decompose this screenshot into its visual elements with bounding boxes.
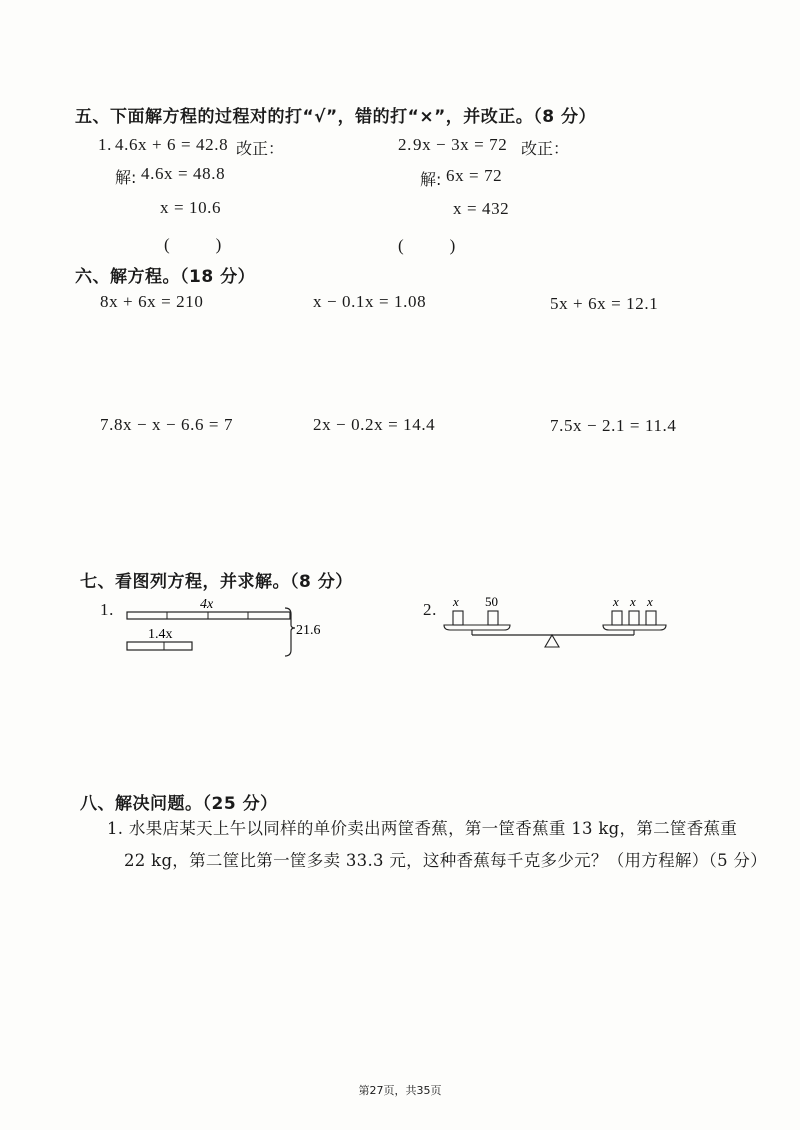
- section7-title: 七、看图列方程，并求解。（8 分）: [80, 572, 353, 592]
- s5-p2-answer-paren[interactable]: ( ): [398, 236, 460, 255]
- s5-p2-line2: x = 432: [453, 199, 510, 218]
- s7-fig2-left-box-x: [453, 611, 463, 625]
- s5-p1-line2: x = 10.6: [160, 198, 222, 217]
- s5-p2-line1: 6x = 72: [446, 166, 503, 185]
- s7-fig2-right-pan: [603, 625, 666, 630]
- s7-fig2-fulcrum: [545, 635, 559, 647]
- s7-fig2-right-item-2: x: [630, 594, 636, 609]
- s8-problem-1-line2: 22 kg，第二筐比第一筐多卖 33.3 元，这种香蕉每千克多少元？（用方程解）（5 分）: [124, 851, 768, 870]
- s6-equation-5: 2x − 0.2x = 14.4: [313, 415, 436, 434]
- s7-fig2-label: 2.: [423, 600, 437, 619]
- s5-p2-solve-prefix: 解:: [420, 170, 442, 189]
- s6-equation-2: x − 0.1x = 1.08: [313, 292, 427, 311]
- s6-equation-4: 7.8x − x − 6.6 = 7: [100, 415, 234, 434]
- s7-fig1-label: 1.: [100, 600, 114, 619]
- s5-p2-equation: 9x − 3x = 72: [413, 135, 508, 154]
- s7-segment-diagram: [120, 594, 320, 664]
- s5-p1-fix-label: 改正：: [236, 139, 285, 158]
- s7-fig2-right-item-1: x: [613, 594, 619, 609]
- s5-p2-fix-label: 改正：: [521, 139, 570, 158]
- s7-fig2-left-pan: [444, 625, 510, 630]
- section5-title: 五、下面解方程的过程对的打“√”，错的打“×”，并改正。（8 分）: [75, 107, 597, 127]
- s5-p1-label: 1.: [98, 135, 112, 154]
- s7-balance-scale: [440, 592, 680, 662]
- s5-p1-answer-paren[interactable]: ( ): [164, 235, 226, 254]
- s7-fig1-bottom-label: 1.4x: [148, 627, 173, 642]
- s7-fig2-right-box-1: [612, 611, 622, 625]
- page-number: 第27页，共35页: [358, 1084, 442, 1097]
- s5-p1-equation: 4.6x + 6 = 42.8: [115, 135, 229, 154]
- s6-equation-1: 8x + 6x = 210: [100, 292, 204, 311]
- s6-equation-3: 5x + 6x = 12.1: [550, 294, 659, 313]
- s7-fig2-left-item-2: 50: [485, 594, 498, 609]
- s5-p2-label: 2.: [398, 135, 412, 154]
- s8-problem-1-line1: 1. 水果店某天上午以同样的单价卖出两筐香蕉，第一筐香蕉重 13 kg，第二筐香蕉重: [107, 819, 738, 838]
- s7-fig2-left-box-50: [488, 611, 498, 625]
- s7-fig2-right-box-2: [629, 611, 639, 625]
- s5-p1-solve-prefix: 解:: [115, 168, 137, 187]
- s6-equation-6: 7.5x − 2.1 = 11.4: [550, 416, 677, 435]
- s7-fig2-left-item-1: x: [453, 594, 459, 609]
- s7-fig2-right-box-3: [646, 611, 656, 625]
- section8-title: 八、解决问题。（25 分）: [80, 794, 278, 814]
- s7-fig1-short-bar: [127, 642, 192, 650]
- s5-p1-line1: 4.6x = 48.8: [141, 164, 226, 183]
- section6-title: 六、解方程。（18 分）: [75, 267, 256, 287]
- s7-fig1-top-label: 4x: [200, 597, 214, 612]
- s7-fig1-total: 21.6: [296, 623, 320, 638]
- s7-fig2-right-item-3: x: [647, 594, 653, 609]
